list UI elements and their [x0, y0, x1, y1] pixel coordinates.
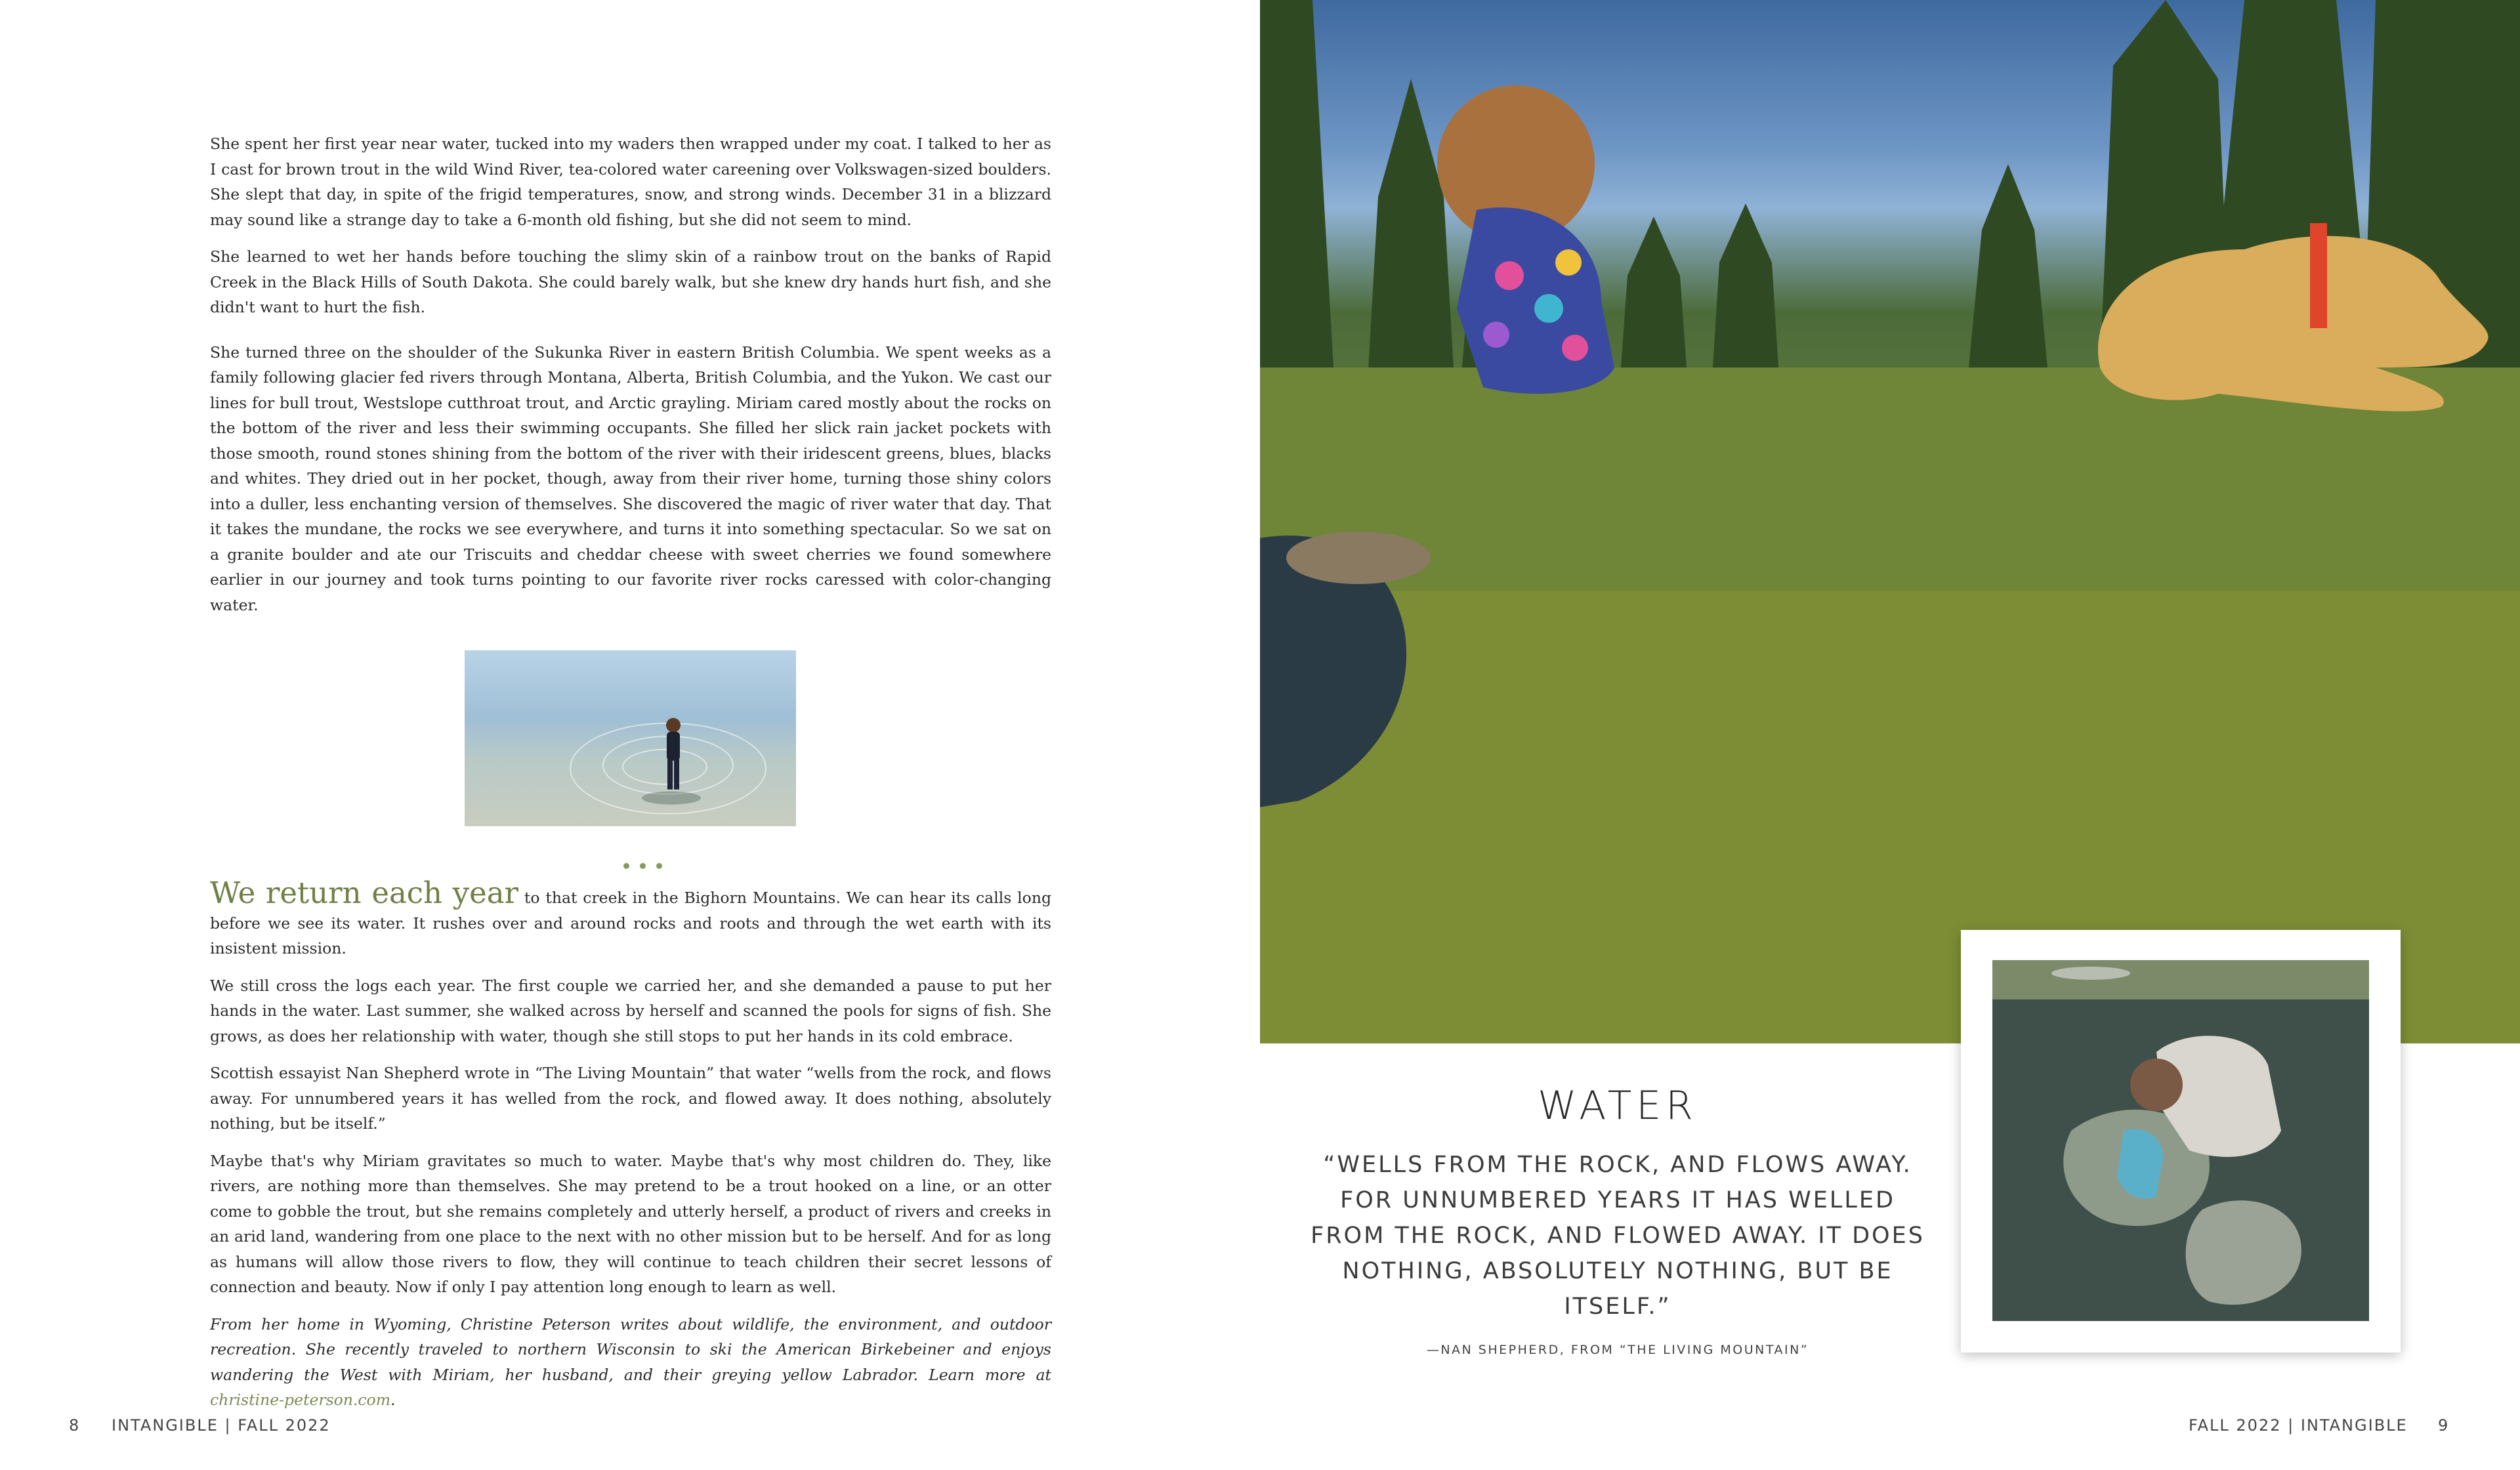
page-number: 9: [2438, 1416, 2450, 1435]
quote-attribution: —NAN SHEPHERD, FROM “THE LIVING MOUNTAIN”: [1426, 1343, 1809, 1357]
paragraph: She learned to wet her hands before touching the slimy skin of a rainbow trout on the banks of Rapid Creek in the Black Hills of South Dakota. She could barely walk, but she knew dry hands hurt fish, and she didn't want to hurt the fish.: [210, 247, 1051, 316]
lead-in: We return each year: [210, 875, 519, 910]
article-body: [210, 131, 1051, 1425]
paragraph: Scottish essayist Nan Shepherd wrote in “The Living Mountain” that water “wells from the rock, and flows away. For unnumbered years it has welled from the rock, and flowed away. It does nothing, absolutely nothing, but be itself.”: [210, 1064, 1051, 1133]
photo-child-in-lake: [465, 650, 796, 826]
inset-photo-frame: [1961, 930, 2401, 1353]
author-bio: From her home in Wyoming, Christine Peterson writes about wildlife, the environment, and outdoor recreation. She recently traveled to northern Wisconsin to ski the American Birkebeiner and enjoys wandering the West with Miriam, her husband, and their greying yellow Labrador. Learn more at christine-peterson.com.: [210, 1314, 1051, 1409]
quote-text: “WELLS FROM THE ROCK, AND FLOWS AWAY. FOR UNNUMBERED YEARS IT HAS WELLED FROM THE ROCK, AND FLOWED AWAY. IT DOES NOTHING, ABSOLUTELY NOTHING, BUT BE ITSELF.”: [1311, 1152, 1925, 1320]
lead-paragraph: [210, 875, 1051, 961]
lead-rest: to that creek in the Bighorn Mountains. We can hear its calls long before we see its water. It rushes over and around rocks and roots and through the wet earth with its insistent mission.: [210, 889, 1051, 957]
folio-title: INTANGIBLE | FALL 2022: [112, 1416, 331, 1435]
pull-quote: [1306, 1083, 1929, 1357]
author-website-link[interactable]: christine-peterson.com: [210, 1391, 390, 1409]
page-number: 8: [69, 1416, 81, 1435]
paragraph: Maybe that's why Miriam gravitates so much to water. Maybe that's why most children do. They, like rivers, are nothing more than themselves. She may pretend to be a trout hooked on a line, or an otter come to gobble the trout, but she remains completely and utterly herself, a product of rivers and creeks in an arid land, wandering from one place to the next with no other mission but to be herself. And for as long as humans will allow those rivers to flow, they will continue to teach children their secret lessons of connection and beauty. Now if only I pay attention long enough to learn as well.: [210, 1151, 1051, 1296]
photo-illustration: [1260, 0, 2520, 1043]
paragraph: She turned three on the shoulder of the Sukunka River in eastern British Columbia. We spent weeks as a family following glacier fed rivers through Montana, Alberta, British Columbia, and the Yukon. We cast our lines for bull trout, Westslope cutthroat trout, and Arctic grayling. Miriam cared mostly about the rocks on the bottom of the river and less their swimming occupants. She filled her slick rain jacket pockets with those smooth, round stones shining from the bottom of the river with their iridescent greens, blues, blacks and whites. They dried out in her pocket, though, away from their river home, turning those shiny colors into a duller, less enchanting version of themselves. She discovered the magic of river water that day. That it takes the mundane, the rocks we see everywhere, and turns it into something spectacular. So we sat on a granite boulder and ate our Triscuits and cheddar cheese with sweet cherries we found somewhere earlier in our journey and took turns pointing to our favorite river rocks caressed with color-changing water.: [210, 343, 1051, 614]
photo-father-and-child-at-creek: [1992, 960, 2369, 1321]
inset-photo-illustration: [1992, 960, 2369, 1321]
child-figure: [662, 716, 685, 795]
paragraph: We still cross the logs each year. The first couple we carried her, and she demanded a pause to put her hands in the water. Last summer, she walked across by herself and scanned the pools for signs of fish. She grows, as does her relationship with water, though she still stops to put her hands in its cold embrace.: [210, 976, 1051, 1045]
paragraph: She spent her first year near water, tucked into my waders then wrapped under my coat. I talked to her as I cast for brown trout in the wild Wind River, tea-colored water careening over Volkswagen-sized boulders. She slept that day, in spite of the frigid temperatures, snow, and strong winds. December 31 in a blizzard may sound like a strange day to take a 6-month old fishing, but she did not seem to mind.: [210, 135, 1051, 229]
section-divider: [210, 854, 1051, 873]
folio-title: FALL 2022 | INTANGIBLE: [2189, 1416, 2408, 1435]
right-page: [1260, 0, 2520, 1470]
quote-title: WATER: [1538, 1083, 1698, 1129]
photo-child-and-dog: [1260, 0, 2520, 1043]
